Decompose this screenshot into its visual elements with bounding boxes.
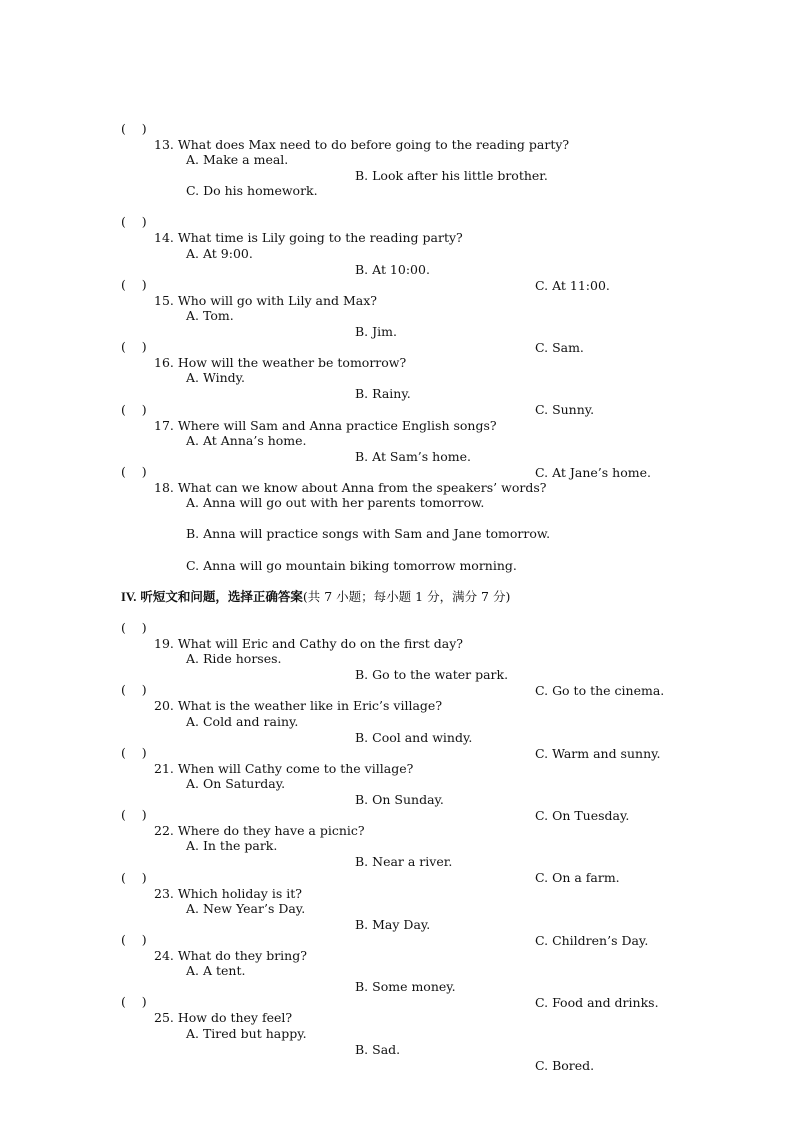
section-heading — [0, 573, 511, 605]
question-text: 24. What do they bring? — [154, 948, 307, 963]
answer-blank[interactable]: ( ) — [121, 277, 147, 292]
option-b: B. Some money. — [355, 979, 456, 994]
options-13-c — [0, 167, 318, 199]
answer-blank[interactable]: ( ) — [121, 402, 147, 417]
question-text: 15. Who will go with Lily and Max? — [154, 293, 377, 308]
answer-blank[interactable]: ( ) — [121, 339, 147, 354]
option-c: C. Food and drinks. — [535, 995, 659, 1010]
question-text: 18. What can we know about Anna from the speakers’ words? — [154, 480, 547, 495]
option-a: A. Make a meal. — [186, 152, 289, 167]
answer-blank[interactable]: ( ) — [121, 682, 147, 697]
section-note: (共 7 小题；每小题 1 分，满分 7 分) — [302, 589, 511, 604]
option-b: B. Jim. — [355, 324, 397, 339]
option-c: C. Warm and sunny. — [535, 746, 661, 761]
answer-blank[interactable]: ( ) — [121, 870, 147, 885]
option-c: C. On Tuesday. — [535, 808, 630, 823]
answer-blank[interactable]: ( ) — [121, 620, 147, 635]
option-b: B. May Day. — [355, 917, 431, 932]
question-text: 20. What is the weather like in Eric’s village? — [154, 698, 443, 713]
question-text: 13. What does Max need to do before going to the reading party? — [154, 137, 570, 152]
option-a: A. Windy. — [186, 370, 246, 385]
question-text: 19. What will Eric and Cathy do on the first day? — [154, 636, 463, 651]
question-text: 21. When will Cathy come to the village? — [154, 761, 414, 776]
option-a: A. New Year’s Day. — [186, 901, 306, 916]
option-c: C. At Jane’s home. — [535, 465, 651, 480]
option-a: A. Ride horses. — [186, 651, 282, 666]
option-b: B. Cool and windy. — [355, 730, 473, 745]
option-a: A. In the park. — [186, 838, 278, 853]
answer-blank[interactable]: ( ) — [121, 994, 147, 1009]
option-b: B. Sad. — [355, 1042, 401, 1057]
question-text: 23. Which holiday is it? — [154, 886, 302, 901]
option-a: A. Cold and rainy. — [186, 714, 299, 729]
answer-blank[interactable]: ( ) — [121, 121, 147, 136]
option-c: C. Children’s Day. — [535, 933, 649, 948]
answer-blank[interactable]: ( ) — [121, 464, 147, 479]
question-text: 16. How will the weather be tomorrow? — [154, 355, 407, 370]
question-text: 14. What time is Lily going to the reading party? — [154, 230, 463, 245]
option-a: A. Anna will go out with her parents tomorrow. — [186, 495, 485, 510]
option-a: A. A tent. — [186, 963, 246, 978]
section-heading-text — [121, 589, 510, 605]
option-b: B. Anna will practice songs with Sam and Jane tomorrow. — [186, 526, 551, 541]
option-c: C. Sunny. — [535, 402, 595, 417]
section-number: IV. — [121, 590, 137, 604]
section-title: 听短文和问题，选择正确答案 — [140, 589, 303, 604]
option-a: A. On Saturday. — [186, 776, 286, 791]
option-c: C. On a farm. — [535, 870, 620, 885]
option-a: A. Tired but happy. — [186, 1026, 307, 1041]
option-b: B. At 10:00. — [355, 262, 430, 277]
question-text: 25. How do they feel? — [154, 1010, 293, 1025]
answer-blank[interactable]: ( ) — [121, 932, 147, 947]
option-c: C. At 11:00. — [535, 278, 610, 293]
answer-blank[interactable]: ( ) — [121, 745, 147, 760]
option-c: C. Sam. — [535, 340, 584, 355]
option-b: B. On Sunday. — [355, 792, 444, 807]
question-text: 17. Where will Sam and Anna practice English songs? — [154, 418, 497, 433]
option-b: B. At Sam’s home. — [355, 449, 471, 464]
options-18-c — [0, 542, 517, 574]
option-c: C. Bored. — [535, 1058, 595, 1073]
option-b: B. Go to the water park. — [355, 667, 509, 682]
answer-blank[interactable]: ( ) — [121, 807, 147, 822]
option-c: C. Do his homework. — [186, 183, 318, 198]
option-b: B. Rainy. — [355, 386, 411, 401]
question-text: 22. Where do they have a picnic? — [154, 823, 365, 838]
option-a: A. At Anna’s home. — [186, 433, 307, 448]
option-b: B. Look after his little brother. — [355, 168, 548, 183]
option-c: C. Go to the cinema. — [535, 683, 665, 698]
option-c: C. Anna will go mountain biking tomorrow morning. — [186, 558, 517, 573]
option-a: A. Tom. — [186, 308, 234, 323]
option-b: B. Near a river. — [355, 854, 453, 869]
option-a: A. At 9:00. — [186, 246, 253, 261]
answer-blank[interactable]: ( ) — [121, 214, 147, 229]
options-18-b — [0, 510, 551, 542]
